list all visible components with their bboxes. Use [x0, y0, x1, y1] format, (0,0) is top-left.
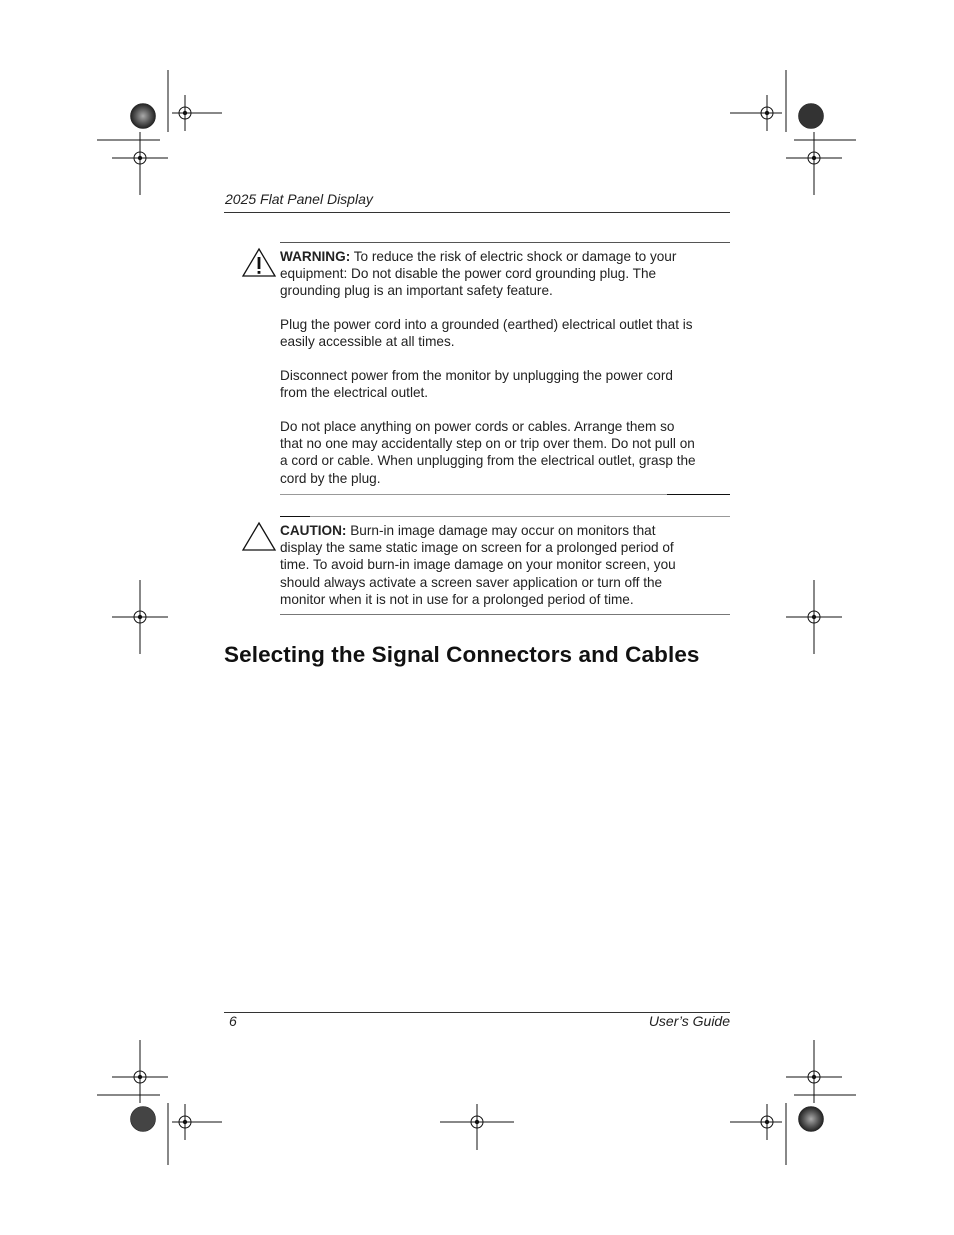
- warning-paragraph: Do not place anything on power cords or cables. Arrange them so that no one may accidentally step on or trip over them. Do not pull on a cord or cable. When unplugging from the electrical outlet, grasp the cord by the plug.: [280, 418, 696, 486]
- caution-text: Burn-in image damage may occur on monitors that display the same static image on screen for a prolonged period of time. To avoid burn-in image damage on your monitor screen, you should always activate a screen saver application or turn off the monitor when it is not in use for a prolonged period of time.: [280, 523, 676, 607]
- warning-bottom-rule: [280, 494, 730, 495]
- registration-mark-bottom-center: [440, 1104, 514, 1150]
- warning-main-paragraph: [280, 248, 700, 300]
- registration-mark-bottom-left: [97, 1040, 222, 1165]
- warning-triangle-icon: [241, 247, 277, 278]
- warning-label: WARNING:: [280, 249, 351, 264]
- caution-bottom-rule: [280, 614, 730, 615]
- caution-triangle-icon: [241, 521, 277, 552]
- caution-top-rule-accent: [280, 516, 310, 517]
- registration-mark-mid-right: [786, 580, 842, 654]
- registration-mark-bottom-right: [730, 1040, 856, 1165]
- section-heading: Selecting the Signal Connectors and Cables: [224, 642, 700, 667]
- warning-paragraph: Disconnect power from the monitor by unplugging the power cord from the electrical outlet.: [280, 368, 673, 401]
- starburst-mark: [131, 1107, 156, 1132]
- footer-title: User’s Guide: [648, 1013, 730, 1029]
- registration-mark-mid-left: [112, 580, 168, 654]
- header-rule: [224, 212, 730, 213]
- warning-main-text: To reduce the risk of electric shock or damage to your equipment: Do not disable the power cord grounding plug. The grounding plug is an important safety feature.: [280, 249, 677, 299]
- starburst-mark: [799, 1107, 824, 1132]
- running-header-title: 2025 Flat Panel Display: [225, 191, 373, 207]
- caution-notice: [280, 522, 700, 608]
- warning-notice: [280, 248, 700, 487]
- starburst-mark: [131, 104, 156, 129]
- page-number: 6: [229, 1013, 237, 1029]
- caution-paragraph: [280, 522, 700, 608]
- caution-label: CAUTION:: [280, 523, 347, 538]
- registration-mark-top-left: [97, 70, 222, 195]
- registration-mark-top-right: [730, 70, 856, 195]
- warning-bottom-rule-accent: [667, 494, 730, 495]
- warning-top-rule: [280, 242, 730, 243]
- starburst-mark: [799, 104, 824, 129]
- caution-top-rule: [280, 516, 730, 517]
- warning-paragraph: Plug the power cord into a grounded (earthed) electrical outlet that is easily accessible at all times.: [280, 317, 693, 350]
